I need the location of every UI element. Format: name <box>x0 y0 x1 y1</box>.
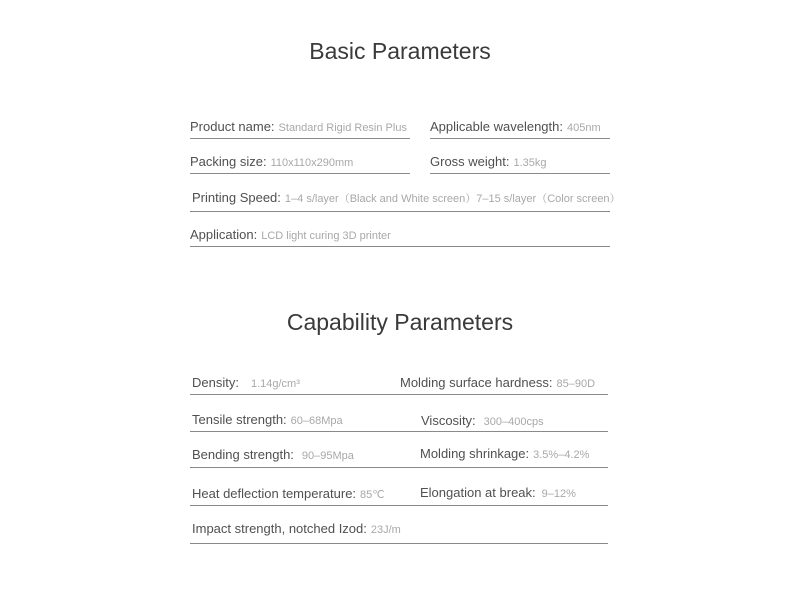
impact-label: Impact strength, notched Izod: <box>192 521 367 536</box>
elongation-row <box>420 485 576 502</box>
divider <box>190 173 410 174</box>
impact-value: 23J/m <box>370 524 401 536</box>
divider <box>190 467 608 468</box>
density-value: 1.14g/cm³ <box>250 378 300 390</box>
viscosity-row <box>421 413 544 430</box>
divider <box>190 211 610 212</box>
printing-speed-value: 1–4 s/layer（Black and White screen）7–15 s/layer（Color screen） <box>284 193 621 205</box>
divider <box>430 138 610 139</box>
wavelength-label: Applicable wavelength: <box>430 119 563 134</box>
hardness-value: 85–90D <box>556 378 596 390</box>
density-row <box>192 375 300 392</box>
application-label: Application: <box>190 227 258 242</box>
printing-speed-row <box>192 190 621 207</box>
impact-row <box>192 521 401 538</box>
product-name-value: Standard Rigid Resin Plus <box>278 122 407 134</box>
gross-weight-row <box>430 154 547 171</box>
density-label: Density: <box>192 375 239 390</box>
heat-deflection-row <box>192 486 385 503</box>
bending-row <box>192 447 354 464</box>
capability-parameters-title: Capability Parameters <box>286 309 514 335</box>
product-name-row <box>190 119 407 136</box>
gross-weight-value: 1.35kg <box>513 157 547 169</box>
packing-size-value: 110x110x290mm <box>270 157 354 169</box>
divider <box>190 543 608 544</box>
viscosity-value: 300–400cps <box>483 416 544 428</box>
viscosity-label: Viscosity: <box>421 413 476 428</box>
divider <box>190 246 610 247</box>
bending-label: Bending strength: <box>192 447 294 462</box>
basic-parameters-title: Basic Parameters <box>309 38 491 64</box>
application-value: LCD light curing 3D printer <box>261 230 391 242</box>
divider <box>190 394 608 395</box>
divider <box>190 431 608 432</box>
product-name-label: Product name: <box>190 119 275 134</box>
tensile-label: Tensile strength: <box>192 412 287 427</box>
shrinkage-label: Molding shrinkage: <box>420 446 530 461</box>
divider <box>190 505 608 506</box>
elongation-label: Elongation at break: <box>420 485 536 500</box>
packing-size-label: Packing size: <box>190 154 267 169</box>
wavelength-value: 405nm <box>566 122 601 134</box>
tensile-value: 60–68Mpa <box>290 415 343 427</box>
elongation-value: 9–12% <box>541 488 576 500</box>
packing-size-row <box>190 154 353 171</box>
shrinkage-value: 3.5%–4.2% <box>533 449 590 461</box>
gross-weight-label: Gross weight: <box>430 154 510 169</box>
wavelength-row <box>430 119 601 136</box>
printing-speed-label: Printing Speed: <box>192 190 281 205</box>
divider <box>190 138 410 139</box>
tensile-row <box>192 412 343 429</box>
heat-deflection-label: Heat deflection temperature: <box>192 486 357 501</box>
application-row <box>190 227 391 244</box>
shrinkage-row <box>420 446 589 463</box>
hardness-row <box>400 375 595 392</box>
hardness-label: Molding surface hardness: <box>400 375 553 390</box>
divider <box>430 173 610 174</box>
bending-value: 90–95Mpa <box>301 450 354 462</box>
heat-deflection-value: 85℃ <box>360 489 385 501</box>
